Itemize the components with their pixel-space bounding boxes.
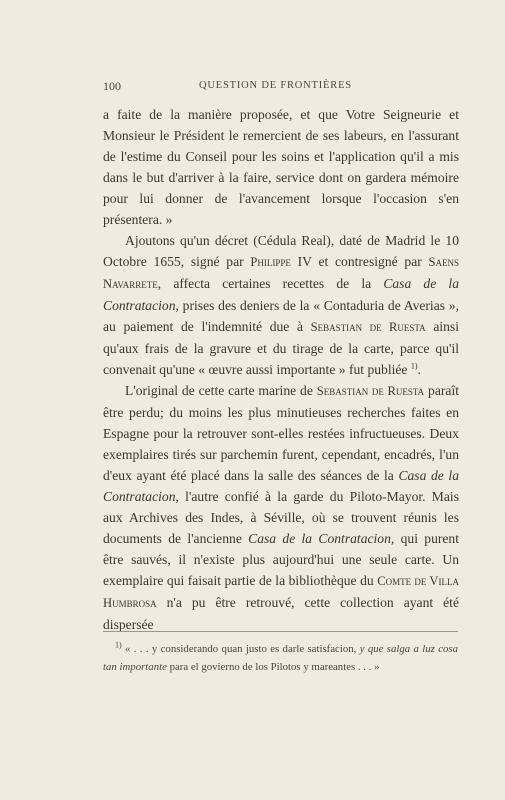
text-run: , l'autre confié à la garde du Piloto-Mayor. Mais aux Archives des Indes, à Séville, où se trouvent réunis les documents de l'ancienne xyxy=(103,489,459,546)
page-number: 100 xyxy=(103,79,121,93)
footnote-divider xyxy=(103,631,458,632)
person-name: Philippe xyxy=(250,255,291,269)
text-run: Ajoutons qu'un décret (Cédula Real), daté de Madrid le 10 Octobre 1655, signé par xyxy=(103,233,459,269)
text-run: para el govierno de los Pilotos y mareantes . . . » xyxy=(166,661,380,673)
footnote-ref: 1) xyxy=(410,361,418,371)
text-run: , qui purent être sauvés, il n'existe plus aujourd'hui une seule carte. Un exemplaire qui faisait partie de la bibliothèque du xyxy=(103,531,459,588)
text-run: , affecta certaines recettes de la xyxy=(157,276,384,291)
text-run: , prises des deniers de la « Contaduria de Averias », au paiement de l'indemnité due à xyxy=(103,298,459,334)
person-name: Comte de Villa Humbrosa xyxy=(103,574,459,610)
text-run: n'a pu être retrouvé, cette collection ayant été dispersée xyxy=(103,595,459,632)
paragraph-2 xyxy=(103,230,459,380)
person-name: Saens Navarrete xyxy=(103,255,460,291)
footnote-text xyxy=(103,640,458,676)
text-run: L'original de cette carte marine de xyxy=(125,383,317,398)
institution-name: Casa de la Contratacion xyxy=(103,468,460,504)
text-run: . xyxy=(417,362,421,377)
page-header xyxy=(103,79,458,95)
paragraph-1: a faite de la manière proposée, et que Votre Seigneurie et Monsieur le Président le remercient de ses labeurs, en l'assurant de l'estime du Conseil pour les soins et l'application qu'il a mis dans le but d'arriver à la faire, service dont on gardera mémoire pour lui donner de l'avancement lorsque l'occasion s'en présentera. » xyxy=(103,107,459,227)
person-name: Sebastian de Ruesta xyxy=(316,384,425,398)
running-title: QUESTION DE FRONTIÈRES xyxy=(199,80,352,91)
institution-name: Casa de la Contratacion xyxy=(103,276,459,313)
paragraph-3 xyxy=(103,380,459,635)
text-run: IV et contresigné par xyxy=(290,254,429,269)
text-run: paraît être perdu; du moins les plus minutieuses recherches faites en Espagne pour la retrouver sont-elles restées infructueuses. Deux exemplaires tirés sur parchemin furent, cependant, encadrés, l'un d'eux ayant été placé dans la salle des séances de la xyxy=(103,383,460,483)
text-run: « . . . y considerando quan justo es darle satisfacion, xyxy=(121,643,360,655)
person-name: Sebastian de Ruesta xyxy=(310,320,426,334)
text-run: ainsi qu'aux frais de la gravure et du tirage de la carte, parce qu'il convenait qu'une « œuvre aussi importante » fut publiée xyxy=(103,319,460,377)
institution-name: Casa de la Contratacion xyxy=(248,531,391,546)
quoted-phrase: y que salga a luz cosa tan importante xyxy=(103,643,458,673)
footnote xyxy=(103,640,458,676)
body-text xyxy=(103,104,459,635)
footnote-marker: 1) xyxy=(115,640,122,650)
